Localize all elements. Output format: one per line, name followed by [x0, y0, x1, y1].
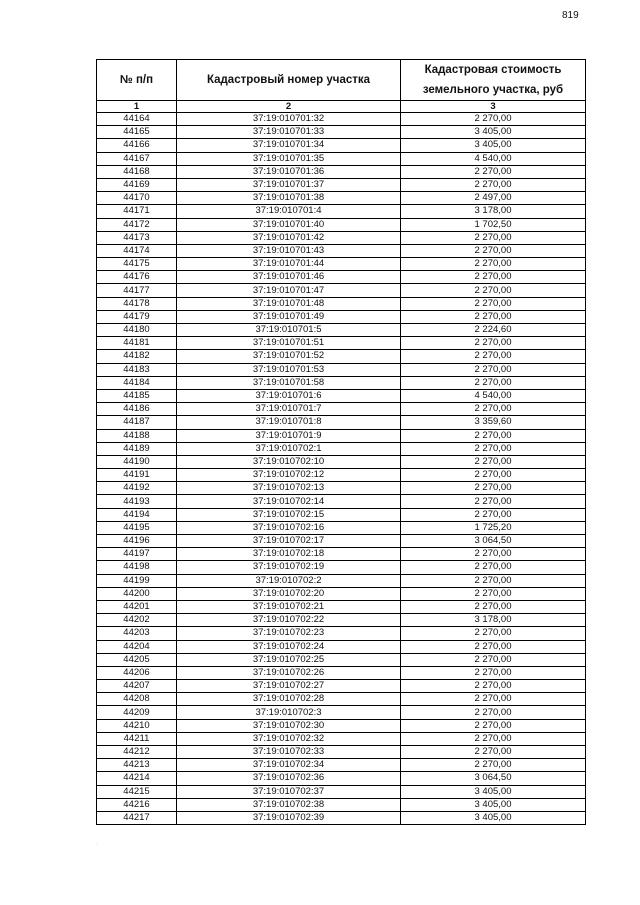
- cadastral-value-cell: 3 405,00: [401, 798, 586, 811]
- row-number-cell: 44190: [97, 455, 177, 468]
- column-number: 3: [401, 101, 586, 113]
- row-number-cell: 44186: [97, 403, 177, 416]
- cadastral-number-cell: 37:19:010701:38: [177, 192, 401, 205]
- cadastral-value-cell: 2 270,00: [401, 706, 586, 719]
- table-row: [97, 284, 586, 297]
- table-row: [97, 561, 586, 574]
- header-row-number: № п/п: [97, 60, 177, 101]
- table-row: [97, 178, 586, 191]
- cadastral-value-cell: 3 064,50: [401, 535, 586, 548]
- cadastral-value-cell: 2 270,00: [401, 376, 586, 389]
- cadastral-value-cell: 2 270,00: [401, 680, 586, 693]
- cadastral-value-cell: 2 270,00: [401, 574, 586, 587]
- row-number-cell: 44207: [97, 680, 177, 693]
- cadastral-number-cell: 37:19:010701:37: [177, 178, 401, 191]
- table-row: [97, 363, 586, 376]
- row-number-cell: 44172: [97, 218, 177, 231]
- row-number-cell: 44174: [97, 244, 177, 257]
- column-number-row: [97, 101, 586, 113]
- row-number-cell: 44182: [97, 350, 177, 363]
- cadastral-number-cell: 37:19:010701:5: [177, 324, 401, 337]
- row-number-cell: 44197: [97, 548, 177, 561]
- cadastral-number-cell: 37:19:010701:48: [177, 297, 401, 310]
- row-number-cell: 44183: [97, 363, 177, 376]
- table-row: [97, 693, 586, 706]
- cadastral-value-cell: 3 064,50: [401, 772, 586, 785]
- cadastral-value-cell: 2 270,00: [401, 403, 586, 416]
- cadastral-value-cell: 2 270,00: [401, 455, 586, 468]
- cadastral-number-cell: 37:19:010702:10: [177, 455, 401, 468]
- table-header: [97, 60, 586, 113]
- table-row: [97, 732, 586, 745]
- cadastral-value-cell: 2 270,00: [401, 178, 586, 191]
- cadastral-number-cell: 37:19:010702:30: [177, 719, 401, 732]
- cadastral-number-cell: 37:19:010701:36: [177, 165, 401, 178]
- cadastral-value-cell: 2 270,00: [401, 693, 586, 706]
- cadastral-number-cell: 37:19:010702:24: [177, 640, 401, 653]
- table-row: [97, 416, 586, 429]
- row-number-cell: 44165: [97, 126, 177, 139]
- table-row: [97, 508, 586, 521]
- cadastral-value-cell: 2 270,00: [401, 587, 586, 600]
- row-number-cell: 44195: [97, 521, 177, 534]
- cadastral-value-cell: 3 359,60: [401, 416, 586, 429]
- row-number-cell: 44202: [97, 614, 177, 627]
- cadastral-value-cell: 2 270,00: [401, 113, 586, 126]
- cadastral-value-cell: 2 270,00: [401, 284, 586, 297]
- cadastral-value-cell: 2 497,00: [401, 192, 586, 205]
- cadastral-value-cell: 4 540,00: [401, 152, 586, 165]
- table-row: [97, 350, 586, 363]
- cadastral-value-cell: 2 270,00: [401, 231, 586, 244]
- cadastral-number-cell: 37:19:010701:52: [177, 350, 401, 363]
- cadastral-number-cell: 37:19:010701:7: [177, 403, 401, 416]
- cadastral-value-cell: 2 270,00: [401, 469, 586, 482]
- cadastral-number-cell: 37:19:010702:23: [177, 627, 401, 640]
- cadastral-number-cell: 37:19:010701:42: [177, 231, 401, 244]
- table-row: [97, 113, 586, 126]
- cadastral-number-cell: 37:19:010702:2: [177, 574, 401, 587]
- cadastral-number-cell: 37:19:010701:51: [177, 337, 401, 350]
- column-number: 2: [177, 101, 401, 113]
- cadastral-number-cell: 37:19:010702:13: [177, 482, 401, 495]
- cadastral-value-cell: 2 270,00: [401, 508, 586, 521]
- table-row: [97, 139, 586, 152]
- row-number-cell: 44214: [97, 772, 177, 785]
- cadastral-value-cell: 3 405,00: [401, 139, 586, 152]
- table-row: [97, 574, 586, 587]
- cadastral-number-cell: 37:19:010702:19: [177, 561, 401, 574]
- cadastral-number-cell: 37:19:010702:39: [177, 811, 401, 824]
- cadastral-value-cell: 2 270,00: [401, 561, 586, 574]
- row-number-cell: 44213: [97, 759, 177, 772]
- cadastral-number-cell: 37:19:010702:20: [177, 587, 401, 600]
- table-row: [97, 798, 586, 811]
- table-row: [97, 719, 586, 732]
- row-number-cell: 44171: [97, 205, 177, 218]
- row-number-cell: 44200: [97, 587, 177, 600]
- table-row: [97, 535, 586, 548]
- table-row: [97, 231, 586, 244]
- cadastral-number-cell: 37:19:010702:38: [177, 798, 401, 811]
- cadastral-value-cell: 2 270,00: [401, 442, 586, 455]
- cadastral-number-cell: 37:19:010702:28: [177, 693, 401, 706]
- row-number-cell: 44208: [97, 693, 177, 706]
- row-number-cell: 44205: [97, 653, 177, 666]
- cadastral-number-cell: 37:19:010702:18: [177, 548, 401, 561]
- table-row: [97, 218, 586, 231]
- table-row: [97, 337, 586, 350]
- row-number-cell: 44170: [97, 192, 177, 205]
- cadastral-number-cell: 37:19:010702:1: [177, 442, 401, 455]
- table-row: [97, 785, 586, 798]
- table-row: [97, 482, 586, 495]
- table-row: [97, 614, 586, 627]
- cadastral-value-cell: 2 270,00: [401, 165, 586, 178]
- cadastral-number-cell: 37:19:010702:22: [177, 614, 401, 627]
- cadastral-value-cell: 2 270,00: [401, 271, 586, 284]
- row-number-cell: 44181: [97, 337, 177, 350]
- cadastral-value-cell: 2 270,00: [401, 627, 586, 640]
- table-row: [97, 640, 586, 653]
- cadastral-value-cell: 2 270,00: [401, 310, 586, 323]
- row-number-cell: 44167: [97, 152, 177, 165]
- table-row: [97, 759, 586, 772]
- cadastral-value-cell: 2 270,00: [401, 719, 586, 732]
- cadastral-value-cell: 2 270,00: [401, 640, 586, 653]
- cadastral-value-cell: 2 270,00: [401, 666, 586, 679]
- table-row: [97, 521, 586, 534]
- cadastral-number-cell: 37:19:010701:58: [177, 376, 401, 389]
- row-number-cell: 44164: [97, 113, 177, 126]
- cadastral-number-cell: 37:19:010701:44: [177, 258, 401, 271]
- cadastral-number-cell: 37:19:010701:32: [177, 113, 401, 126]
- table-row: [97, 746, 586, 759]
- cadastral-number-cell: 37:19:010701:9: [177, 429, 401, 442]
- table-row: [97, 271, 586, 284]
- cadastral-number-cell: 37:19:010702:25: [177, 653, 401, 666]
- row-number-cell: 44179: [97, 310, 177, 323]
- row-number-cell: 44166: [97, 139, 177, 152]
- row-number-cell: 44198: [97, 561, 177, 574]
- header-cadastral-value: Кадастровая стоимость земельного участка, руб: [401, 60, 586, 101]
- page-number: 819: [562, 10, 579, 21]
- table-body: [97, 113, 586, 825]
- row-number-cell: 44215: [97, 785, 177, 798]
- cadastral-value-cell: 2 270,00: [401, 244, 586, 257]
- row-number-cell: 44177: [97, 284, 177, 297]
- cadastral-number-cell: 37:19:010702:17: [177, 535, 401, 548]
- cadastral-number-cell: 37:19:010702:36: [177, 772, 401, 785]
- cadastral-number-cell: 37:19:010702:12: [177, 469, 401, 482]
- table-row: [97, 627, 586, 640]
- row-number-cell: 44185: [97, 389, 177, 402]
- row-number-cell: 44191: [97, 469, 177, 482]
- row-number-cell: 44203: [97, 627, 177, 640]
- cadastral-value-cell: 3 405,00: [401, 785, 586, 798]
- row-number-cell: 44187: [97, 416, 177, 429]
- cadastral-value-cell: 4 540,00: [401, 389, 586, 402]
- cadastral-value-cell: 2 270,00: [401, 429, 586, 442]
- cadastral-value-cell: 2 224,60: [401, 324, 586, 337]
- table-row: [97, 192, 586, 205]
- cadastral-number-cell: 37:19:010701:35: [177, 152, 401, 165]
- row-number-cell: 44201: [97, 600, 177, 613]
- cadastral-value-cell: 3 405,00: [401, 811, 586, 824]
- cadastral-number-cell: 37:19:010701:43: [177, 244, 401, 257]
- cadastral-value-cell: 2 270,00: [401, 732, 586, 745]
- scan-mark: ·: [96, 842, 98, 848]
- cadastral-number-cell: 37:19:010701:6: [177, 389, 401, 402]
- cadastral-number-cell: 37:19:010702:3: [177, 706, 401, 719]
- table-row: [97, 258, 586, 271]
- cadastral-number-cell: 37:19:010701:8: [177, 416, 401, 429]
- row-number-cell: 44193: [97, 495, 177, 508]
- row-number-cell: 44194: [97, 508, 177, 521]
- cadastral-value-cell: 2 270,00: [401, 350, 586, 363]
- cadastral-number-cell: 37:19:010702:27: [177, 680, 401, 693]
- table-row: [97, 442, 586, 455]
- table-row: [97, 429, 586, 442]
- cadastral-table: [96, 59, 586, 825]
- table-row: [97, 165, 586, 178]
- row-number-cell: 44176: [97, 271, 177, 284]
- cadastral-number-cell: 37:19:010702:16: [177, 521, 401, 534]
- column-number: 1: [97, 101, 177, 113]
- header-row: [97, 60, 586, 101]
- cadastral-number-cell: 37:19:010702:15: [177, 508, 401, 521]
- row-number-cell: 44188: [97, 429, 177, 442]
- row-number-cell: 44206: [97, 666, 177, 679]
- table-row: [97, 772, 586, 785]
- row-number-cell: 44216: [97, 798, 177, 811]
- cadastral-value-cell: 1 702,50: [401, 218, 586, 231]
- table-row: [97, 297, 586, 310]
- row-number-cell: 44169: [97, 178, 177, 191]
- row-number-cell: 44204: [97, 640, 177, 653]
- row-number-cell: 44173: [97, 231, 177, 244]
- table-row: [97, 811, 586, 824]
- cadastral-number-cell: 37:19:010701:33: [177, 126, 401, 139]
- table-row: [97, 653, 586, 666]
- row-number-cell: 44199: [97, 574, 177, 587]
- table-row: [97, 469, 586, 482]
- cadastral-value-cell: 2 270,00: [401, 746, 586, 759]
- table-row: [97, 389, 586, 402]
- cadastral-value-cell: 2 270,00: [401, 363, 586, 376]
- row-number-cell: 44175: [97, 258, 177, 271]
- cadastral-value-cell: 2 270,00: [401, 600, 586, 613]
- row-number-cell: 44212: [97, 746, 177, 759]
- row-number-cell: 44209: [97, 706, 177, 719]
- row-number-cell: 44210: [97, 719, 177, 732]
- cadastral-number-cell: 37:19:010701:40: [177, 218, 401, 231]
- cadastral-number-cell: 37:19:010702:33: [177, 746, 401, 759]
- cadastral-number-cell: 37:19:010701:53: [177, 363, 401, 376]
- table-row: [97, 600, 586, 613]
- cadastral-value-cell: 2 270,00: [401, 653, 586, 666]
- table-row: [97, 403, 586, 416]
- table-row: [97, 455, 586, 468]
- table-row: [97, 495, 586, 508]
- cadastral-number-cell: 37:19:010702:26: [177, 666, 401, 679]
- row-number-cell: 44180: [97, 324, 177, 337]
- cadastral-value-cell: 2 270,00: [401, 759, 586, 772]
- row-number-cell: 44189: [97, 442, 177, 455]
- cadastral-number-cell: 37:19:010702:34: [177, 759, 401, 772]
- cadastral-number-cell: 37:19:010701:49: [177, 310, 401, 323]
- cadastral-number-cell: 37:19:010701:47: [177, 284, 401, 297]
- cadastral-value-cell: 3 178,00: [401, 614, 586, 627]
- table-row: [97, 587, 586, 600]
- table-row: [97, 126, 586, 139]
- table-row: [97, 324, 586, 337]
- cadastral-value-cell: 2 270,00: [401, 297, 586, 310]
- row-number-cell: 44192: [97, 482, 177, 495]
- cadastral-value-cell: 2 270,00: [401, 258, 586, 271]
- cadastral-value-cell: 3 178,00: [401, 205, 586, 218]
- row-number-cell: 44184: [97, 376, 177, 389]
- cadastral-number-cell: 37:19:010702:32: [177, 732, 401, 745]
- table-row: [97, 244, 586, 257]
- cadastral-number-cell: 37:19:010702:21: [177, 600, 401, 613]
- cadastral-number-cell: 37:19:010701:4: [177, 205, 401, 218]
- row-number-cell: 44217: [97, 811, 177, 824]
- table-row: [97, 680, 586, 693]
- cadastral-value-cell: 2 270,00: [401, 495, 586, 508]
- row-number-cell: 44168: [97, 165, 177, 178]
- table-row: [97, 666, 586, 679]
- cadastral-number-cell: 37:19:010702:37: [177, 785, 401, 798]
- table-row: [97, 548, 586, 561]
- table-row: [97, 376, 586, 389]
- cadastral-value-cell: 3 405,00: [401, 126, 586, 139]
- table-row: [97, 152, 586, 165]
- cadastral-value-cell: 2 270,00: [401, 337, 586, 350]
- cadastral-number-cell: 37:19:010701:46: [177, 271, 401, 284]
- row-number-cell: 44178: [97, 297, 177, 310]
- cadastral-number-cell: 37:19:010701:34: [177, 139, 401, 152]
- cadastral-value-cell: 1 725,20: [401, 521, 586, 534]
- row-number-cell: 44211: [97, 732, 177, 745]
- table-row: [97, 706, 586, 719]
- header-cadastral-number: Кадастровый номер участка: [177, 60, 401, 101]
- cadastral-value-cell: 2 270,00: [401, 548, 586, 561]
- row-number-cell: 44196: [97, 535, 177, 548]
- table-row: [97, 310, 586, 323]
- table-row: [97, 205, 586, 218]
- cadastral-number-cell: 37:19:010702:14: [177, 495, 401, 508]
- cadastral-value-cell: 2 270,00: [401, 482, 586, 495]
